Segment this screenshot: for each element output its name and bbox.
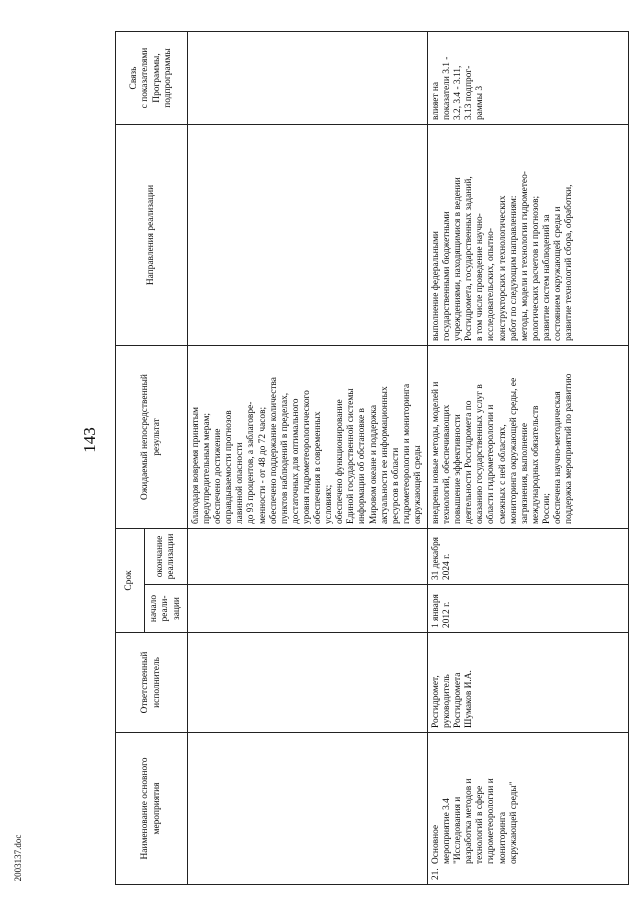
cell-name — [427, 733, 628, 885]
header-link: Связь с показателями Программы, подпрограммы — [116, 32, 188, 125]
row-number: 21. — [430, 868, 441, 880]
cell-responsible — [188, 633, 428, 733]
cell-direction: выполнение федеральными государственными бюджетными учреждениями, находящимися в ведении Росгидромета, государственных заданий, в том числе проведение научно- исследовательских, опытно- конструкторских и технологических работ по следующим направлениям: методы, модели и технологии гидрометео- рологических расчетов и прогнозов; развитие систем наблюдений за состоянием окружающей среды и развитие технологий сбора, обработки, — [427, 125, 628, 346]
cell-responsible: Росгидромет, руководитель Росгидромета Шумаков И.А. — [427, 633, 628, 733]
cell-link: влияет на показатели 3.1 - 3.2, 3.4 - 3.11, 3.13 подпрог- раммы 3 — [427, 32, 628, 125]
cell-end: 31 декабря 2024 г. — [427, 529, 628, 585]
table-row — [427, 32, 628, 885]
header-result: Ожидаемый непосредственный результат — [116, 346, 188, 529]
header-responsible: Ответственный исполнитель — [116, 633, 188, 733]
cell-name — [188, 733, 428, 885]
document-id: 2003137.doc — [13, 834, 23, 882]
cell-link — [188, 32, 428, 125]
cell-result: благодаря вовремя принятым предупредительным мерам; обеспечено достижение оправдываемости прогнозов лавинной опасности до 93 процентов, а заблаговре- менности - от 48 до 72 часов; обеспечено поддержание количества пунктов наблюдений в пределах, достаточных для оптимального уровня гидрометеорологического обеспечения в современных условиях; обеспечено функционирование Единой государственной системы информации об обстановке в Мировом океане и поддержка актуальности ее информационных ресурсов в области гидрометеорологии и мониторинга окружающей среды — [188, 346, 428, 529]
cell-direction — [188, 125, 428, 346]
cell-end — [188, 529, 428, 585]
cell-start — [188, 585, 428, 633]
cell-result: внедрены новые методы, моделей и технологий, обеспечивающих повышение эффективности деятельности Росгидромета по оказанию государственных услуг в области гидрометеорологии и смежных с ней областях, мониторинга окружающей среды, ее загрязнения, выполнение международных обязательств России; обеспечена научно-методическая поддержка мероприятий по развитию — [427, 346, 628, 529]
page-number: 143 — [80, 427, 99, 453]
cell-start: 1 января 2012 г. — [427, 585, 628, 633]
header-name: Наименование основного мероприятия — [116, 733, 188, 885]
table-row — [188, 32, 428, 885]
header-term-end: окончание реализации — [145, 529, 188, 585]
program-activities-table — [115, 31, 629, 885]
header-direction: Направления реализации — [116, 125, 188, 346]
activity-name: Основное мероприятие 3.4 "Исследования и разработка методов и технологий в сфере гидрометеорологии и мониторинга окружающей среды" — [430, 778, 519, 864]
program-activities-table-wrapper — [115, 32, 610, 885]
header-term-start: начало реали- зации — [145, 585, 188, 633]
header-term: Срок — [116, 529, 145, 633]
